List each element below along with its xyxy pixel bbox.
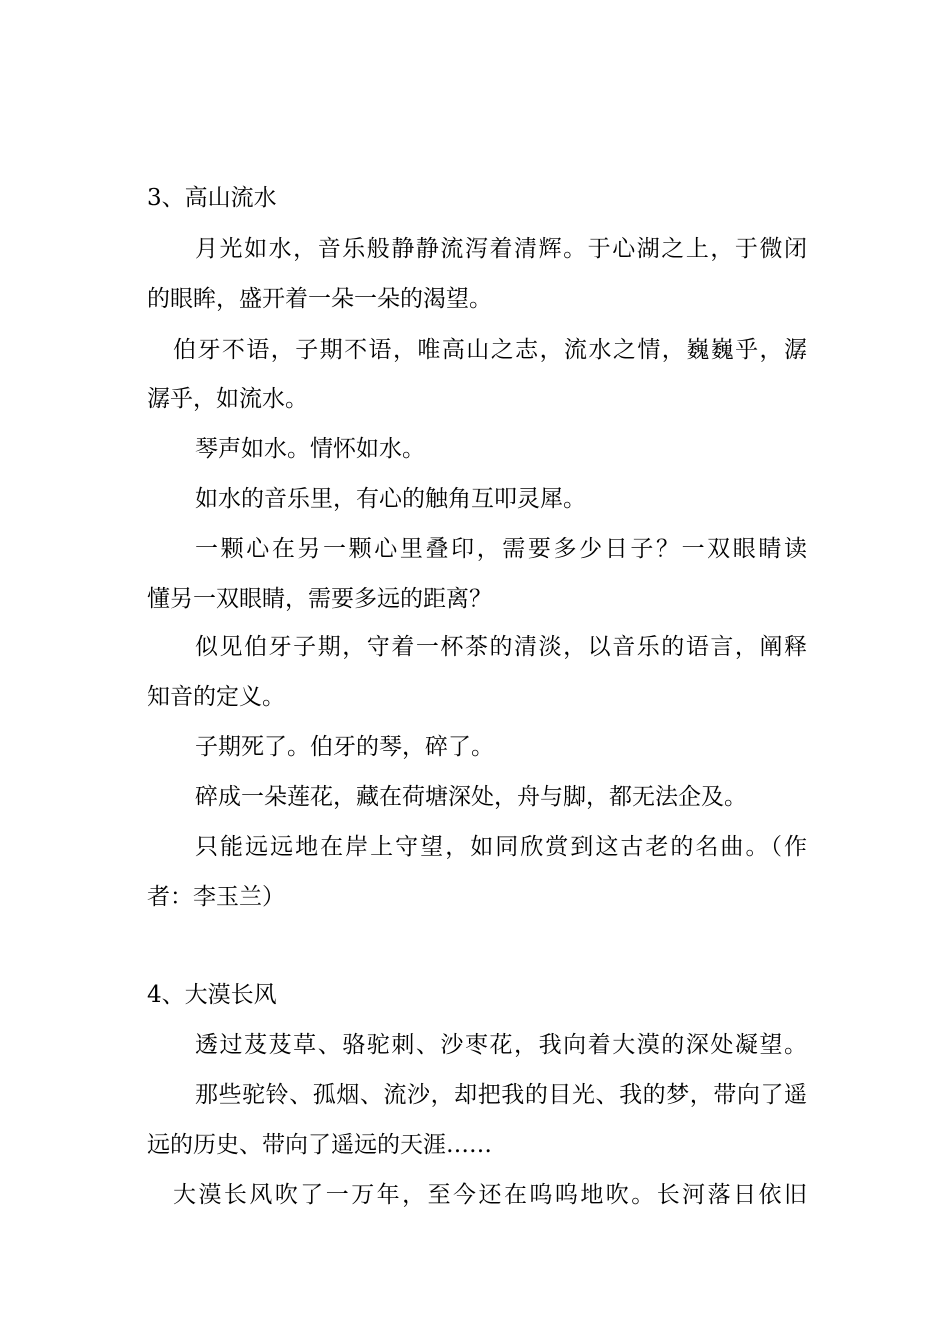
paragraph-line: 潺乎，如流水。 — [147, 386, 308, 412]
paragraph-line: 子期死了。伯牙的琴，碎了。 — [195, 734, 494, 760]
paragraph-line: 一颗心在另一颗心里叠印，需要多少日子？一双眼睛读 — [195, 536, 807, 562]
paragraph-line: 者：李玉兰） — [147, 884, 285, 910]
paragraph-line: 碎成一朵莲花，藏在荷塘深处，舟与脚，都无法企及。 — [195, 784, 747, 810]
paragraph-line: 远的历史、带向了遥远的天涯…… — [147, 1132, 492, 1158]
paragraph-line: 懂另一双眼睛，需要多远的距离？ — [147, 586, 492, 612]
paragraph-line: 那些驼铃、孤烟、流沙，却把我的目光、我的梦，带向了遥 — [195, 1082, 807, 1108]
paragraph-line: 大漠长风吹了一万年，至今还在呜呜地吹。长河落日依旧 — [173, 1182, 807, 1208]
paragraph-line: 只能远远地在岸上守望，如同欣赏到这古老的名曲。（作 — [195, 834, 807, 860]
paragraph-line: 月光如水，音乐般静静流泻着清辉。于心湖之上，于微闭 — [195, 236, 807, 262]
paragraph-line: 如水的音乐里，有心的触角互叩灵犀。 — [195, 486, 586, 512]
paragraph-line: 琴声如水。情怀如水。 — [195, 436, 425, 462]
paragraph-line: 伯牙不语，子期不语，唯高山之志，流水之情，巍巍乎，潺 — [173, 337, 807, 363]
paragraph-line: 透过芨芨草、骆驼刺、沙枣花，我向着大漠的深处凝望。 — [195, 1032, 807, 1058]
section-heading-3: 3、高山流水 — [147, 185, 277, 211]
section-heading-4: 4、大漠长风 — [147, 982, 277, 1008]
paragraph-line: 似见伯牙子期，守着一杯茶的清淡，以音乐的语言，阐释 — [195, 634, 807, 660]
paragraph-line: 的眼眸，盛开着一朵一朵的渴望。 — [147, 286, 492, 312]
paragraph-line: 知音的定义。 — [147, 684, 285, 710]
